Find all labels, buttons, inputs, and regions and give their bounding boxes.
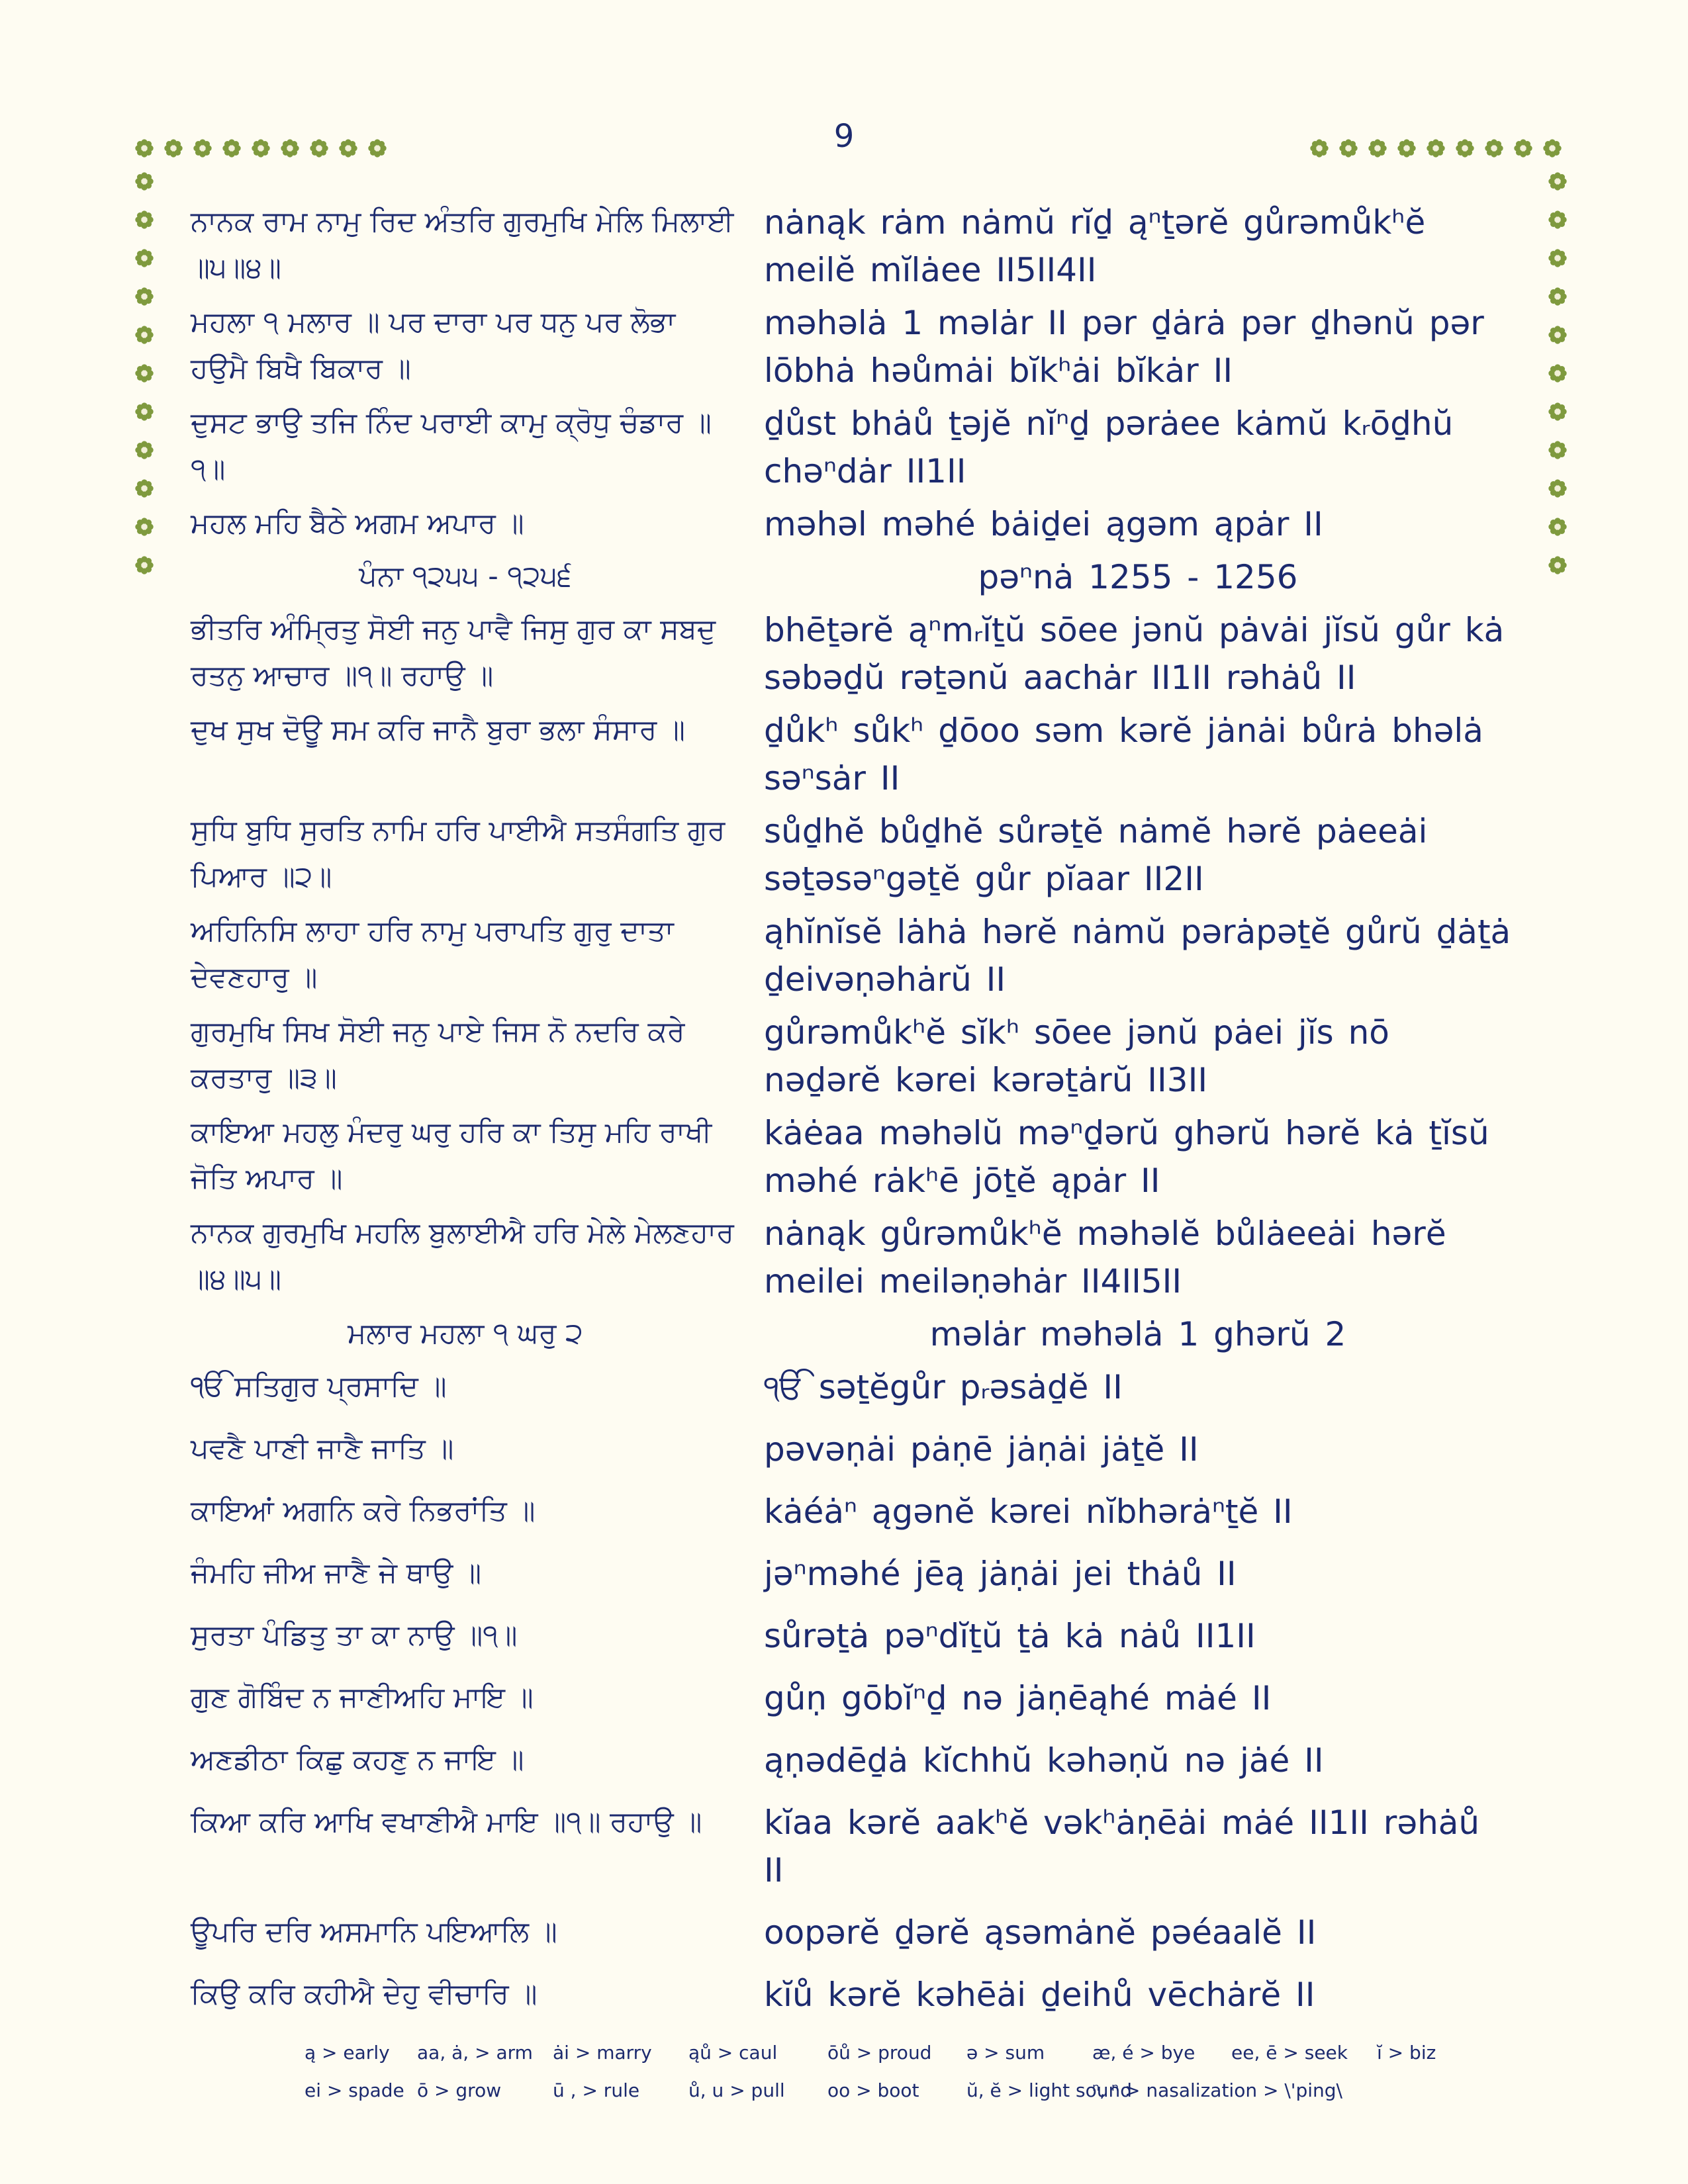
- verse-gurmukhi: ਅਣਡੀਠਾ ਕਿਛੁ ਕਹਣੁ ਨ ਜਾਇ ॥: [191, 1743, 524, 1776]
- verse-transliteration: nȧnąk rȧm nȧmŭ rĭḏ ąⁿṯərĕ gůrəmůkʰĕ meilĕ mĭlȧee II5II4II: [764, 203, 1426, 289]
- verse-row: [191, 908, 1523, 1003]
- verse-row: [191, 500, 1523, 548]
- flower-ornament-icon: [132, 438, 156, 462]
- verse-gurmukhi: ਦੁਸਟ ਭਾਉ ਤਜਿ ਨਿੰਦ ਪਰਾਈ ਕਾਮੁ ਕ੍ਰੋਧੁ ਚੰਡਾਰ ॥੧॥: [191, 406, 712, 486]
- flower-ornament-icon: [132, 477, 156, 500]
- section-heading-transliteration: pəⁿnȧ 1255 - 1256: [978, 558, 1298, 596]
- verse-transliteration: kȧéȧⁿ ągənĕ kərei nĭbhərȧⁿṯĕ II: [764, 1492, 1293, 1531]
- legend-row: [305, 2042, 1529, 2064]
- flower-ornament-icon: [1546, 208, 1570, 232]
- verse-gurmukhi: ਸੁਧਿ ਬੁਧਿ ਸੁਰਤਿ ਨਾਮਿ ਹਰਿ ਪਾਈਐ ਸਤਸੰਗਤਿ ਗੁਰ ਪਿਆਰ ॥੨॥: [191, 814, 726, 893]
- verse-gurmukhi: ਕਾਇਆ ਮਹਲੁ ਮੰਦਰੁ ਘਰੁ ਹਰਿ ਕਾ ਤਿਸੁ ਮਹਿ ਰਾਖੀ ਜੋਤਿ ਅਪਾਰ ॥: [191, 1116, 712, 1195]
- flower-ornament-icon: [1546, 400, 1570, 424]
- verse-row: [191, 1971, 1523, 2019]
- legend-item: ō > grow: [417, 2079, 502, 2101]
- verse-transliteration: kĭaa kərĕ aakʰĕ vəkʰȧṇēȧi mȧé II1II rəhȧů II: [764, 1803, 1480, 1889]
- flower-ornament-icon: [1546, 246, 1570, 270]
- flower-ornament-icon: [162, 136, 185, 160]
- flower-ornament-icon: [1395, 136, 1419, 160]
- verse-row: [191, 199, 1523, 294]
- verse-row: [191, 1009, 1523, 1104]
- verse-row: [191, 1488, 1523, 1535]
- verse-transliteration: gůrəmůkʰĕ sĭkʰ sōee jənŭ pȧei jĭs nō nəḏərĕ kərei kərəṯȧrŭ II3II: [764, 1013, 1389, 1099]
- section-heading-row: [191, 1310, 1523, 1358]
- flower-ornament-icon: [220, 136, 244, 160]
- flower-ornament-icon: [132, 208, 156, 232]
- verse-row: [191, 707, 1523, 802]
- legend-item: ąů > caul: [688, 2042, 778, 2064]
- verse-row: [191, 1737, 1523, 1784]
- section-heading-gurmukhi: ਮਲਾਰ ਮਹਲਾ ੧ ਘਰੁ ੨: [348, 1317, 583, 1350]
- section-heading-row: [191, 553, 1523, 601]
- legend-item: ĭ > biz: [1377, 2042, 1436, 2064]
- pronunciation-legend: [305, 2042, 1529, 2117]
- verse-gurmukhi: ਅਹਿਨਿਸਿ ਲਾਹਾ ਹਰਿ ਨਾਮੁ ਪਰਾਪਤਿ ਗੁਰੁ ਦਾਤਾ ਦੇਵਣਹਾਰੁ ॥: [191, 915, 674, 994]
- verse-transliteration: kĭů kərĕ kəhēȧi ḏeihů vēchȧrĕ II: [764, 1976, 1315, 2014]
- flower-ornament-icon: [1546, 515, 1570, 539]
- verse-gurmukhi: ਦੁਖ ਸੁਖ ਦੋਊ ਸਮ ਕਰਿ ਜਾਨੈ ਬੁਰਾ ਭਲਾ ਸੰਸਾਰ ॥: [191, 713, 685, 747]
- flower-ornament-icon: [336, 136, 360, 160]
- verse-transliteration: ḏůst bhȧů ṯəjĕ nĭⁿḏ pərȧee kȧmŭ kᵣōḏhŭ chəⁿdȧr II1II: [764, 404, 1454, 490]
- verse-row: [191, 1799, 1523, 1894]
- verse-gurmukhi: ਨਾਨਕ ਰਾਮ ਨਾਮੁ ਰਿਦ ਅੰਤਰਿ ਗੁਰਮੁਖਿ ਮੇਲਿ ਮਿਲਾਈ ॥੫॥੪॥: [191, 205, 734, 285]
- verse-transliteration: sůrəṯȧ pəⁿdĭṯŭ ṯȧ kȧ nȧů II1II: [764, 1617, 1256, 1655]
- flower-ornament-icon: [191, 136, 214, 160]
- legend-item: ȧi > marry: [553, 2042, 652, 2064]
- verse-transliteration: bhēṯərĕ ąⁿmᵣĭṯŭ sōee jənŭ pȧvȧi jĭsŭ gůr kȧ səbəḏŭ rəṯənŭ aachȧr II1II rəhȧů II: [764, 611, 1505, 697]
- legend-item: ů, u > pull: [688, 2079, 785, 2101]
- flower-ornament-icon: [1511, 136, 1535, 160]
- verse-row: [191, 1426, 1523, 1473]
- legend-item: aa, ȧ, > arm: [417, 2042, 533, 2064]
- top-border-ornaments-left: [132, 136, 389, 160]
- page-number: 9: [833, 118, 855, 155]
- right-border-ornaments: [1546, 169, 1570, 577]
- flower-ornament-icon: [1546, 477, 1570, 500]
- verse-transliteration: kȧėaa məhəlŭ məⁿḏərŭ ghərŭ hərĕ kȧ ṯĭsŭ məhé rȧkʰē jōṯĕ ąpȧr II: [764, 1114, 1489, 1200]
- verse-transliteration: ੴ səṯĕgůr pᵣəsȧḏĕ II: [764, 1368, 1123, 1406]
- verse-row: [191, 1550, 1523, 1598]
- verse-gurmukhi: ਮਹਲਾ ੧ ਮਲਾਰ ॥ ਪਰ ਦਾਰਾ ਪਰ ਧਨੁ ਪਰ ਲੋਭਾ ਹਉਮੈ ਬਿਖੈ ਬਿਕਾਰ ॥: [191, 306, 676, 385]
- verse-gurmukhi: ੴ ਸਤਿਗੁਰ ਪ੍ਰਸਾਦਿ ॥: [191, 1370, 447, 1403]
- verse-transliteration: məhəl məhé bȧiḏei ągəm ąpȧr II: [764, 505, 1323, 543]
- verse-transliteration: ąṇədēḏȧ kĭchhŭ kəhəṇŭ nə jȧé II: [764, 1741, 1324, 1780]
- flower-ornament-icon: [1546, 169, 1570, 193]
- section-heading-transliteration: məlȧr məhəlȧ 1 ghərŭ 2: [929, 1315, 1346, 1353]
- flower-ornament-icon: [1424, 136, 1448, 160]
- flower-ornament-icon: [1546, 553, 1570, 577]
- flower-ornament-icon: [1546, 361, 1570, 385]
- flower-ornament-icon: [132, 169, 156, 193]
- flower-ornament-icon: [249, 136, 273, 160]
- verse-gurmukhi: ਕਿਉ ਕਰਿ ਕਹੀਐ ਦੇਹੁ ਵੀਚਾਰਿ ॥: [191, 1978, 538, 2011]
- verse-row: [191, 400, 1523, 495]
- verse-transliteration: ąhĭnĭsĕ lȧhȧ hərĕ nȧmŭ pərȧpəṯĕ gůrŭ ḏȧṯȧ ḏeivəṇəhȧrŭ II: [764, 913, 1511, 999]
- verse-gurmukhi: ਊਪਰਿ ਦਰਿ ਅਸਮਾਨਿ ਪਇਆਲਿ ॥: [191, 1915, 557, 1948]
- flower-ornament-icon: [132, 361, 156, 385]
- flower-ornament-icon: [1546, 323, 1570, 347]
- legend-item: ą > early: [305, 2042, 390, 2064]
- legend-item: ei > spade: [305, 2079, 404, 2101]
- flower-ornament-icon: [1336, 136, 1360, 160]
- verse-transliteration: gůṇ gōbĭⁿḏ nə jȧṇēąhé mȧé II: [764, 1679, 1272, 1717]
- verse-row: [191, 1109, 1523, 1205]
- verse-transliteration: sůḏhĕ bůḏhĕ sůrəṯĕ nȧmĕ hərĕ pȧeeȧi səṯəsəⁿgəṯĕ gůr pĭaar II2II: [764, 812, 1428, 898]
- top-border-ornaments-right: [1307, 136, 1564, 160]
- flower-ornament-icon: [132, 323, 156, 347]
- verse-gurmukhi: ਜੰਮਹਿ ਜੀਅ ਜਾਣੈ ਜੇ ਥਾਉ ॥: [191, 1557, 482, 1590]
- flower-ornament-icon: [307, 136, 331, 160]
- verse-gurmukhi: ਭੀਤਰਿ ਅੰਮ੍ਰਿਤੁ ਸੋਈ ਜਨੁ ਪਾਵੈ ਜਿਸੁ ਗੁਰ ਕਾ ਸਬਦੁ ਰਤਨੁ ਆਚਾਰ ॥੧॥ ਰਹਾਉ ॥: [191, 613, 716, 692]
- verse-table: [191, 199, 1523, 2033]
- verse-transliteration: pəvəṇȧi pȧṇē jȧṇȧi jȧṯĕ II: [764, 1430, 1199, 1469]
- flower-ornament-icon: [132, 285, 156, 308]
- flower-ornament-icon: [132, 553, 156, 577]
- section-heading-gurmukhi: ਪੰਨਾ ੧੨੫੫ - ੧੨੫੬: [359, 560, 572, 593]
- legend-item: ū , > rule: [553, 2079, 640, 2101]
- flower-ornament-icon: [278, 136, 302, 160]
- verse-row: [191, 299, 1523, 394]
- verse-gurmukhi: ਮਹਲ ਮਹਿ ਬੈਠੇ ਅਗਮ ਅਪਾਰ ॥: [191, 507, 524, 540]
- legend-item: ōů > proud: [827, 2042, 932, 2064]
- legend-item: ŭ, ĕ > light sound: [966, 2079, 1132, 2101]
- flower-ornament-icon: [1366, 136, 1389, 160]
- flower-ornament-icon: [1546, 285, 1570, 308]
- verse-transliteration: məhəlȧ 1 məlȧr II pər ḏȧrȧ pər ḏhənŭ pər lōbhȧ həůmȧi bĭkʰȧi bĭkȧr II: [764, 304, 1484, 390]
- flower-ornament-icon: [132, 515, 156, 539]
- flower-ornament-icon: [132, 136, 156, 160]
- verse-gurmukhi: ਕਾਇਆਂ ਅਗਨਿ ਕਰੇ ਨਿਭਰਾਂਤਿ ॥: [191, 1494, 536, 1527]
- verse-gurmukhi: ਸੁਰਤਾ ਪੰਡਿਤੁ ਤਾ ਕਾ ਨਾਉ ॥੧॥: [191, 1619, 518, 1652]
- verse-row: [191, 1210, 1523, 1305]
- verse-transliteration: nȧnąk gůrəmůkʰĕ məhəlĕ bůlȧeeȧi hərĕ meilei meiləṇəhȧr II4II5II: [764, 1214, 1446, 1300]
- verse-gurmukhi: ਕਿਆ ਕਰਿ ਆਖਿ ਵਖਾਣੀਐ ਮਾਇ ॥੧॥ ਰਹਾਉ ॥: [191, 1805, 702, 1839]
- verse-row: [191, 1612, 1523, 1660]
- verse-gurmukhi: ਗੁਰਮੁਖਿ ਸਿਖ ਸੋਈ ਜਨੁ ਪਾਏ ਜਿਸ ਨੋ ਨਦਰਿ ਕਰੇ ਕਰਤਾਰੁ ॥੩॥: [191, 1015, 685, 1095]
- flower-ornament-icon: [1540, 136, 1564, 160]
- legend-item: oo > boot: [827, 2079, 919, 2101]
- flower-ornament-icon: [1307, 136, 1331, 160]
- flower-ornament-icon: [1482, 136, 1506, 160]
- flower-ornament-icon: [132, 400, 156, 424]
- legend-item: æ, é > bye: [1092, 2042, 1196, 2064]
- verse-transliteration: ḏůkʰ sůkʰ ḏōoo səm kərĕ jȧnȧi bůrȧ bhəlȧ səⁿsȧr II: [764, 711, 1483, 797]
- verse-row: [191, 807, 1523, 903]
- flower-ornament-icon: [132, 246, 156, 270]
- verse-row: [191, 1674, 1523, 1722]
- verse-gurmukhi: ਪਵਣੈ ਪਾਣੀ ਜਾਣੈ ਜਾਤਿ ॥: [191, 1432, 454, 1465]
- verse-gurmukhi: ਨਾਨਕ ਗੁਰਮੁਖਿ ਮਹਲਿ ਬੁਲਾਈਐ ਹਰਿ ਮੇਲੇ ਮੇਲਣਹਾਰ ॥੪॥੫॥: [191, 1216, 734, 1296]
- verse-gurmukhi: ਗੁਣ ਗੋਬਿੰਦ ਨ ਜਾਣੀਅਹਿ ਮਾਇ ॥: [191, 1681, 534, 1714]
- legend-item: ə > sum: [966, 2042, 1045, 2064]
- flower-ornament-icon: [1546, 438, 1570, 462]
- legend-row: [305, 2079, 1529, 2101]
- legend-item: ⁿ, ⁿ > nasalization > \'ping\: [1092, 2079, 1342, 2101]
- left-border-ornaments: [132, 169, 156, 577]
- verse-row: [191, 1909, 1523, 1956]
- verse-transliteration: oopərĕ ḏərĕ ąsəmȧnĕ pəéaalĕ II: [764, 1913, 1317, 1952]
- verse-row: [191, 1363, 1523, 1411]
- verse-row: [191, 606, 1523, 702]
- flower-ornament-icon: [365, 136, 389, 160]
- flower-ornament-icon: [1453, 136, 1477, 160]
- verse-transliteration: jəⁿməhé jēą jȧṇȧi jei thȧů II: [764, 1555, 1237, 1593]
- legend-item: ee, ē > seek: [1231, 2042, 1348, 2064]
